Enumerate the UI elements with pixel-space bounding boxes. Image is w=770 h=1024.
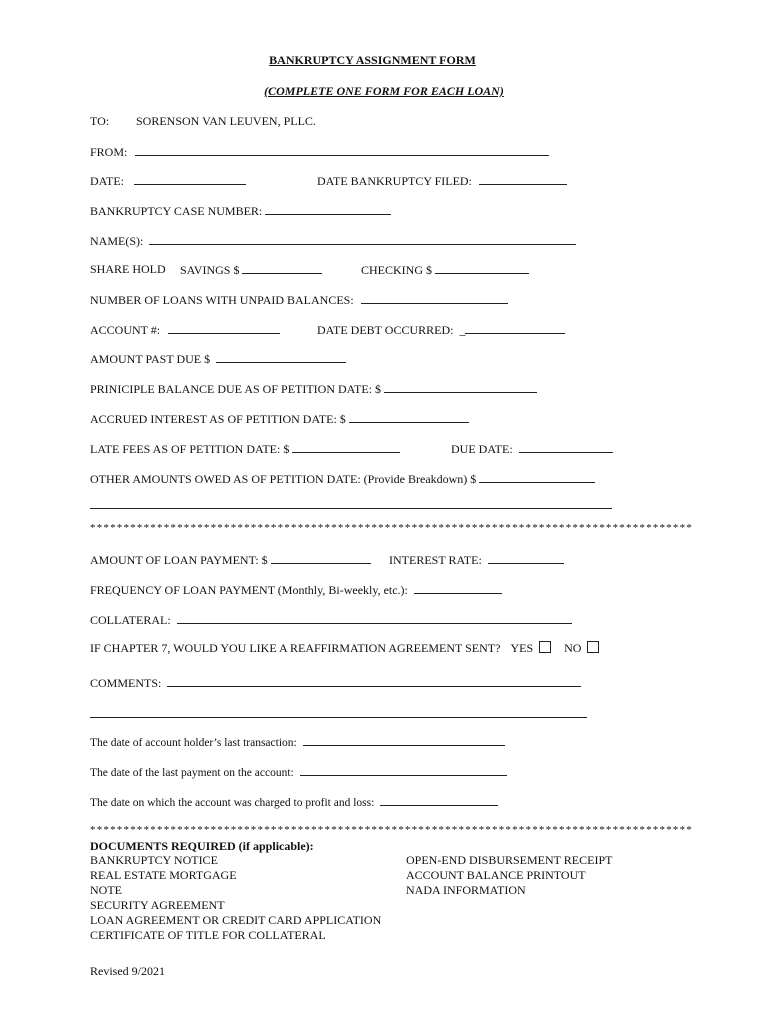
- date-debt-field[interactable]: [465, 322, 565, 334]
- date-field[interactable]: [134, 173, 246, 185]
- frequency-row: [90, 582, 502, 597]
- charged-off-label: The date on which the account was charged to profit and loss:: [90, 797, 375, 809]
- due-date-label: DUE DATE:: [451, 442, 513, 456]
- num-loans-field[interactable]: [361, 292, 508, 304]
- collateral-label: COLLATERAL:: [90, 613, 171, 627]
- due-date-row: [451, 441, 613, 456]
- checking-label: CHECKING $: [361, 263, 432, 277]
- document-item: ACCOUNT BALANCE PRINTOUT: [406, 868, 586, 882]
- names-label: NAME(S):: [90, 234, 144, 248]
- interest-rate-row: [389, 552, 564, 567]
- document-item: OPEN-END DISBURSEMENT RECEIPT: [406, 853, 613, 867]
- loan-payment-field[interactable]: [271, 552, 371, 564]
- other-amounts-field[interactable]: [479, 471, 595, 483]
- other-amounts-label: OTHER AMOUNTS OWED AS OF PETITION DATE: (Provide Breakdown) $: [90, 472, 477, 486]
- amount-past-due-field[interactable]: [216, 351, 346, 363]
- num-loans-label: NUMBER OF LOANS WITH UNPAID BALANCES:: [90, 293, 354, 307]
- date-debt-prefix: _: [459, 323, 466, 337]
- interest-rate-label: INTEREST RATE:: [389, 553, 482, 567]
- form-subtitle: (COMPLETE ONE FORM FOR EACH LOAN): [264, 84, 504, 98]
- collateral-row: [90, 612, 572, 627]
- document-item: SECURITY AGREEMENT: [90, 898, 225, 912]
- account-row: [90, 322, 280, 337]
- documents-right-list: [406, 853, 612, 898]
- savings-row: [180, 262, 322, 277]
- date-debt-label: DATE DEBT OCCURRED:: [317, 323, 454, 337]
- interest-rate-field[interactable]: [488, 552, 564, 564]
- date-filed-row: [317, 173, 567, 188]
- to-label: TO:: [90, 114, 110, 128]
- checking-field[interactable]: [435, 262, 529, 274]
- account-label: ACCOUNT #:: [90, 323, 161, 337]
- late-fees-row: [90, 441, 400, 456]
- from-field[interactable]: [135, 144, 549, 156]
- last-transaction-label: The date of account holder’s last transaction:: [90, 737, 297, 749]
- frequency-field[interactable]: [414, 582, 502, 594]
- charged-off-field[interactable]: [380, 794, 498, 806]
- amount-past-due-row: [90, 351, 346, 366]
- document-item: CERTIFICATE OF TITLE FOR COLLATERAL: [90, 928, 326, 942]
- account-field[interactable]: [168, 322, 280, 334]
- no-label: NO: [564, 641, 582, 655]
- document-item: NADA INFORMATION: [406, 883, 526, 897]
- separator-stars: ******************************************************************************************: [90, 522, 693, 534]
- from-row: [90, 144, 549, 159]
- document-item: LOAN AGREEMENT OR CREDIT CARD APPLICATION: [90, 913, 382, 927]
- yes-checkbox[interactable]: [539, 641, 551, 653]
- collateral-field[interactable]: [177, 612, 572, 624]
- loan-payment-label: AMOUNT OF LOAN PAYMENT: $: [90, 553, 268, 567]
- charged-off-row: [90, 794, 498, 810]
- date-filed-label: DATE BANKRUPTCY FILED:: [317, 174, 472, 188]
- case-number-row: [90, 203, 391, 218]
- comments-label: COMMENTS:: [90, 676, 162, 690]
- last-payment-row: [90, 764, 507, 780]
- document-item: NOTE: [90, 883, 122, 897]
- date-filed-field[interactable]: [479, 173, 567, 185]
- comments-row: [90, 675, 581, 690]
- date-row: [90, 173, 246, 188]
- num-loans-row: [90, 292, 508, 307]
- loan-payment-row: [90, 552, 371, 567]
- savings-label: SAVINGS $: [180, 263, 240, 277]
- due-date-field[interactable]: [519, 441, 613, 453]
- checking-row: [361, 262, 529, 277]
- names-field[interactable]: [149, 233, 576, 245]
- share-hold-label: SHARE HOLD: [90, 262, 166, 276]
- comments-continuation-line[interactable]: [90, 717, 587, 718]
- last-transaction-row: [90, 734, 505, 750]
- other-amounts-row: [90, 471, 595, 486]
- frequency-label: FREQUENCY OF LOAN PAYMENT (Monthly, Bi-weekly, etc.):: [90, 583, 408, 597]
- document-item: BANKRUPTCY NOTICE: [90, 853, 218, 867]
- accrued-field[interactable]: [349, 411, 469, 423]
- reaffirmation-label: IF CHAPTER 7, WOULD YOU LIKE A REAFFIRMATION AGREEMENT SENT?: [90, 641, 501, 655]
- last-transaction-field[interactable]: [303, 734, 505, 746]
- savings-field[interactable]: [242, 262, 322, 274]
- no-checkbox[interactable]: [587, 641, 599, 653]
- case-number-field[interactable]: [265, 203, 391, 215]
- separator-stars-2: ******************************************************************************************: [90, 824, 693, 836]
- other-amounts-continuation-line[interactable]: [90, 508, 612, 509]
- last-payment-field[interactable]: [300, 764, 507, 776]
- yes-label: YES: [510, 641, 534, 655]
- names-row: [90, 233, 576, 248]
- principle-field[interactable]: [384, 381, 537, 393]
- accrued-row: [90, 411, 469, 426]
- reaffirmation-row: [90, 641, 599, 655]
- case-number-label: BANKRUPTCY CASE NUMBER:: [90, 204, 263, 218]
- to-value: SORENSON VAN LEUVEN, PLLC.: [136, 114, 316, 128]
- form-title: BANKRUPTCY ASSIGNMENT FORM: [269, 53, 476, 67]
- late-fees-label: LATE FEES AS OF PETITION DATE: $: [90, 442, 290, 456]
- accrued-label: ACCRUED INTEREST AS OF PETITION DATE: $: [90, 412, 346, 426]
- documents-heading: DOCUMENTS REQUIRED (if applicable):: [90, 839, 314, 853]
- date-debt-row: [317, 322, 565, 337]
- date-label: DATE:: [90, 174, 124, 188]
- documents-left-list: [90, 853, 381, 943]
- from-label: FROM:: [90, 145, 128, 159]
- comments-field[interactable]: [167, 675, 581, 687]
- last-payment-label: The date of the last payment on the account:: [90, 767, 294, 779]
- amount-past-due-label: AMOUNT PAST DUE $: [90, 352, 211, 366]
- document-item: REAL ESTATE MORTGAGE: [90, 868, 237, 882]
- principle-label: PRINICIPLE BALANCE DUE AS OF PETITION DATE: $: [90, 382, 381, 396]
- revision-note: Revised 9/2021: [90, 964, 165, 978]
- late-fees-field[interactable]: [292, 441, 400, 453]
- principle-row: [90, 381, 537, 396]
